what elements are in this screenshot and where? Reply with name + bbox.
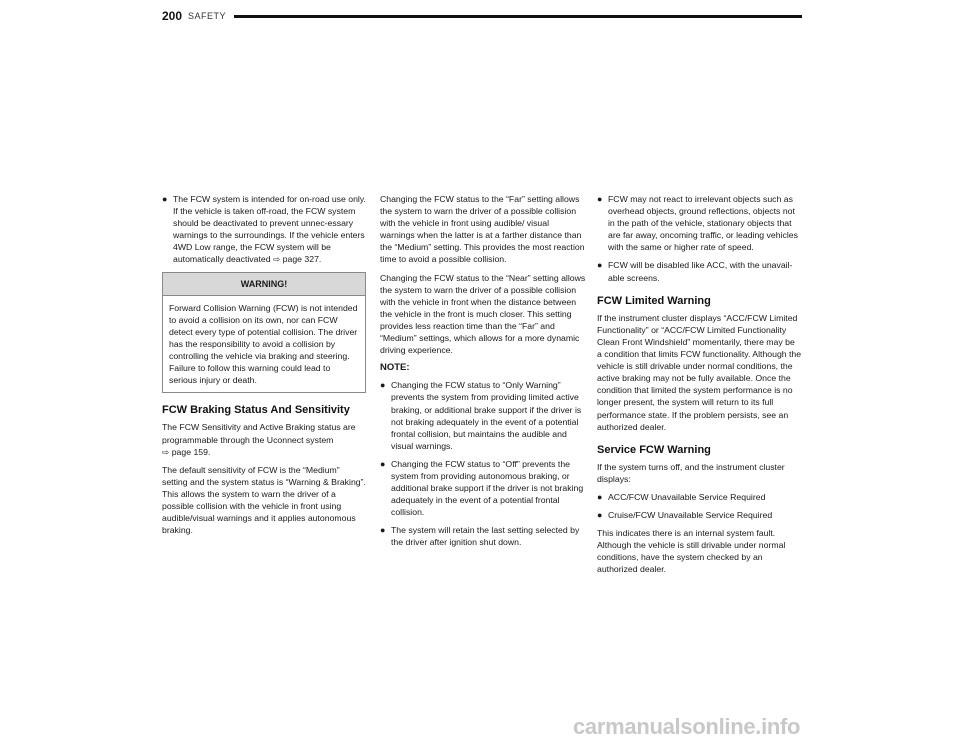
list-item <box>597 491 802 503</box>
list-item <box>380 524 586 548</box>
bullet-icon: ● <box>597 194 603 204</box>
paragraph: If the instrument cluster displays “ACC/FCW Limited Functionality” or “ACC/FCW Limited Functionality Clean Front Windshield” momentarily, there may be a condition that limits FCW functionality. Although the vehicle is still drivable under normal conditions, the active braking may not be fully available. Once the condition that limited the system performance is no longer present, the system will return to its full performance state. If the problem persists, see an authorized dealer. <box>597 312 802 432</box>
list-item-text: Changing the FCW status to “Off” prevents the system from providing autonomous braking, or additional brake support if the driver is not braking adequately in the event of a potential frontal collision. <box>391 458 584 518</box>
paragraph: This indicates there is an internal system fault. Although the vehicle is still drivable under normal conditions, have the system checked by an authorized dealer. <box>597 528 786 575</box>
paragraph: If the system turns off, and the instrument cluster displays: <box>597 461 785 484</box>
list-item-text: Changing the FCW status to “Only Warning” prevents the system from providing limited active braking, or additional brake support if the driver is not braking adequately in the event of a potential frontal collision, but maintains the audible and visual warnings. <box>391 380 582 451</box>
page-ref-arrow-icon: ⇨ <box>272 254 281 265</box>
column-2 <box>380 193 586 555</box>
section-title: SAFETY <box>188 11 227 21</box>
header-rule <box>234 15 802 18</box>
bullet-text: The FCW system is intended for on-road use only. If the vehicle is taken off-road, the FCW system should be deactivated to prevent unnec-essary warnings to the surroundings. If the vehicle enters 4WD Low range, the FCW system will be automatically deactivated <box>173 194 366 265</box>
list-item-text: FCW will be disabled like ACC, with the unavail-able screens. <box>608 260 793 283</box>
page-header <box>162 6 802 26</box>
bullet-icon: ● <box>162 194 168 204</box>
list-item <box>380 458 586 518</box>
bullet-icon: ● <box>597 491 603 502</box>
bullet-icon: ● <box>380 525 386 536</box>
warning-title: WARNING! <box>163 273 365 296</box>
column-1 <box>162 193 366 542</box>
paragraph <box>162 421 366 457</box>
note-heading: NOTE: <box>380 362 410 374</box>
bullet-icon: ● <box>597 510 603 521</box>
section-heading: Service FCW Warning <box>597 443 711 456</box>
note-list <box>380 379 586 548</box>
list-item <box>597 509 802 521</box>
warning-body: Forward Collision Warning (FCW) is not intended to avoid a collision on its own, nor can FCW detect every type of potential collision. The driver has the responsibility to avoid a collision by controlling the vehicle via braking and steering. Failure to follow this warning could lead to serious injury or death. <box>169 302 358 386</box>
paragraph: Changing the FCW status to the “Far” setting allows the system to warn the driver of a possible collision with the vehicle in front using audible/ visual warnings when the latter is at a farther distance than the “Medium” setting. This provides the most reaction time to avoid a possible collision. <box>380 194 585 265</box>
section-heading: FCW Limited Warning <box>597 294 711 307</box>
bullet-list <box>597 193 802 284</box>
paragraph: Changing the FCW status to the “Near” setting allows the system to warn the driver of a possible collision with the vehicle in front when the distance between the vehicle in the front is much closer. This setting provides less reaction time than the “Far” and “Medium” settings, which allows for a more dynamic driving experience. <box>380 272 586 356</box>
page-number: 200 <box>162 9 183 23</box>
list-item-text: Cruise/FCW Unavailable Service Required <box>608 510 773 521</box>
paragraph-text: The FCW Sensitivity and Active Braking status are programmable through the Uconnect system <box>162 422 356 445</box>
page-ref-link[interactable]: page 327. <box>282 254 322 265</box>
warning-box <box>162 272 366 394</box>
bullet-icon: ● <box>597 260 603 271</box>
list-item-text: The system will retain the last setting selected by the driver after ignition shut down. <box>391 525 580 548</box>
bullet-list <box>162 193 366 266</box>
list-item <box>380 379 586 452</box>
column-3 <box>597 193 802 582</box>
watermark: carmanualsonline.info <box>573 714 801 739</box>
list-item-text: FCW may not react to irrelevant objects such as overhead objects, ground reflections, objects not in the path of the vehicle, stationary objects that are far away, oncoming traffic, or leading vehicles with the same or higher rate of speed. <box>608 194 798 253</box>
page-ref-link[interactable]: page 159. <box>171 446 211 457</box>
bullet-icon: ● <box>380 458 386 469</box>
list-item-text: ACC/FCW Unavailable Service Required <box>608 491 766 502</box>
paragraph: The default sensitivity of FCW is the “Medium” setting and the system status is “Warning & Braking”. This allows the system to warn the driver of a possible collision with the vehicle in front using audible/visual warnings and it applies autonomous braking. <box>162 464 366 536</box>
list-item <box>597 259 802 283</box>
list-item <box>162 193 366 266</box>
page-ref-arrow-icon: ⇨ <box>162 446 170 457</box>
bullet-icon: ● <box>380 380 386 391</box>
bullet-list <box>597 491 802 521</box>
section-heading: FCW Braking Status And Sensitivity <box>162 404 350 417</box>
list-item <box>597 193 802 253</box>
